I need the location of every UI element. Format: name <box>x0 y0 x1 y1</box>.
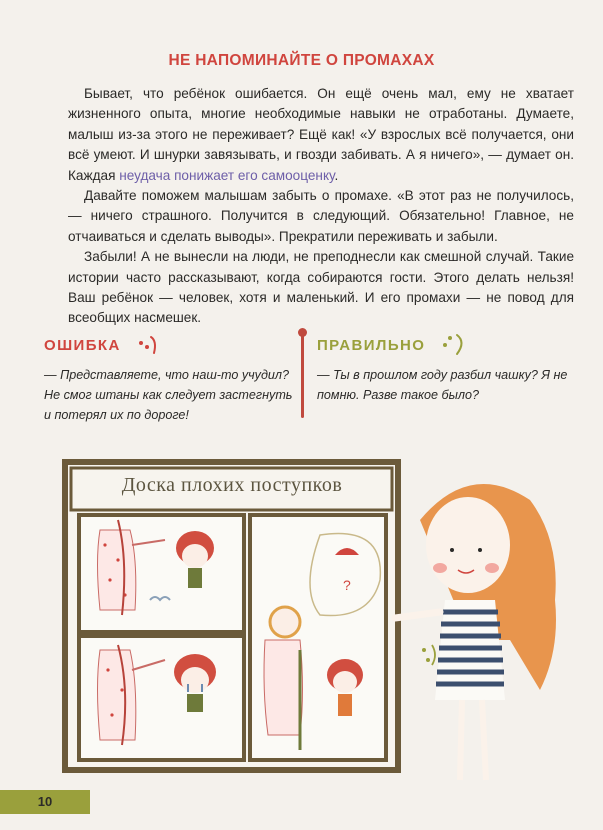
sad-face-icon <box>135 333 161 357</box>
paragraph-1 <box>68 84 574 186</box>
happy-face-icon <box>439 332 469 358</box>
highlighted-phrase: неудача понижает его самооценку <box>119 167 335 183</box>
page-title: НЕ НАПОМИНАЙТЕ О ПРОМАХАХ <box>168 52 435 69</box>
column-divider <box>301 330 304 418</box>
correct-text: — Ты в прошлом году разбил чашку? Я не помню. Разве такое было? <box>317 368 568 402</box>
paragraph-3: Забыли! А не вынесли на люди, не преподнесли как смешной случай. Такие истории часто рассказывают, когда собираются гости. Этого делать нельзя! Ваш ребёнок — человек, хотя и маленький. И его промахи — не повод для всеобщих насмешек. <box>68 249 574 326</box>
mistake-heading-label: ОШИБКА <box>44 336 121 354</box>
body-text <box>68 84 574 329</box>
paragraph-1-text: Бывает, что ребёнок ошибается. Он ещё очень мал, ему не хватает жизненного опыта, многие необходимые навыки не отработаны. Думаете, малыш из-за этого не переживает? Ещё как! «У взрослых всё получается, они всё умеют. И шнурки завязывать, и гвозди забивать. А я ничего», — думает он. Каждая <box>68 86 574 183</box>
girl-pointing-figure <box>395 484 556 780</box>
mistake-text: — Представляете, что наш-то учудил? Не смог штаны как следует застегнуть и потерял их по дороге! <box>44 368 293 422</box>
page-number: 10 <box>37 794 53 809</box>
mistake-heading <box>44 333 294 357</box>
correct-heading <box>317 333 582 357</box>
correct-heading-label: ПРАВИЛЬНО <box>317 336 426 354</box>
mistake-column <box>44 333 294 425</box>
paragraph-1-end: . <box>334 167 339 183</box>
board-title: Доска плохих поступков <box>121 473 343 496</box>
svg-text:?: ? <box>343 577 351 593</box>
small-happy-face-icon <box>422 645 435 665</box>
correct-column <box>317 333 582 405</box>
paragraph-2: Давайте поможем малышам забыть о промахе. «В этот раз не получилось, — ничего страшного. Получится в следующий. Обязательно! Главное, не отчаиваться и сделать выводы». Прекратили переживать и забыли. <box>68 188 574 244</box>
